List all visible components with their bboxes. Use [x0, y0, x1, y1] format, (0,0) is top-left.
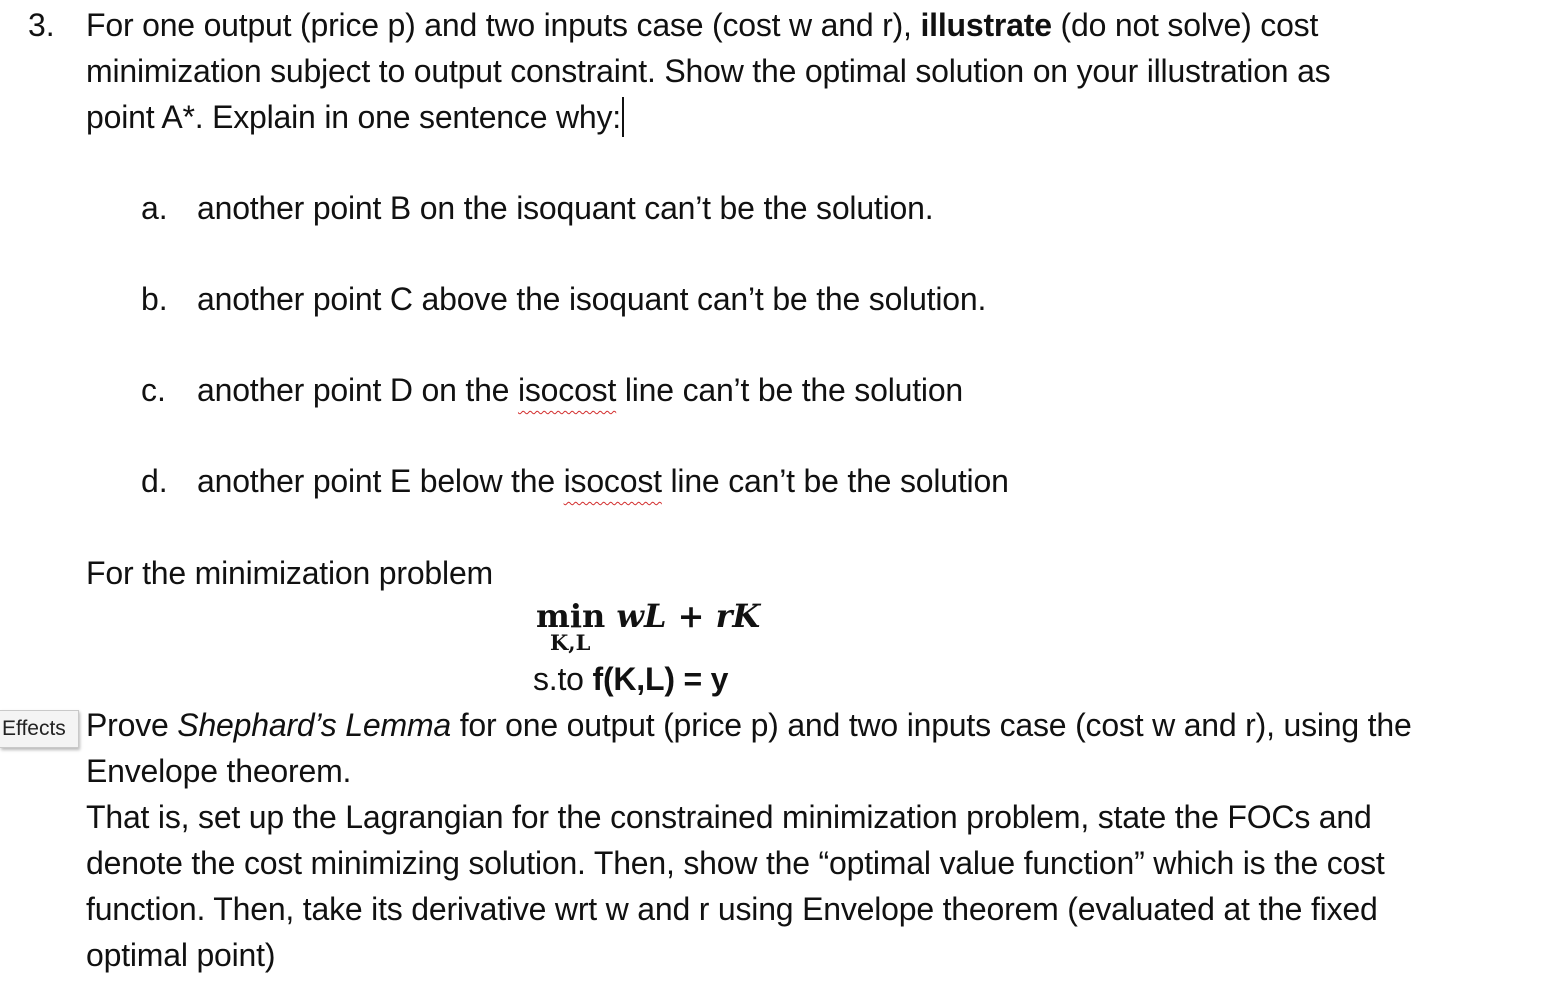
- minimization-intro: For the minimization problem: [86, 555, 493, 591]
- subitem-c-text: [197, 367, 963, 413]
- constraint-prefix: s.to: [533, 661, 593, 697]
- subitem-c-text-pre: another point D on the: [197, 372, 518, 408]
- objective-expression: wL + rK: [616, 597, 761, 635]
- constraint-expression: f(K,L) = y: [592, 661, 729, 697]
- shephard-lemma-italic: Shephard’s Lemma: [177, 707, 452, 743]
- shephard-line-5: function. Then, take its derivative wrt w and r using Envelope theorem (evaluated at the fixed: [86, 891, 1378, 927]
- question-line-1: [86, 2, 1318, 48]
- shephard-line-6: optimal point): [86, 937, 276, 973]
- objective-subscript: K,L: [550, 630, 591, 655]
- text-cursor: [622, 97, 624, 137]
- subitem-a-letter: a.: [141, 190, 168, 226]
- spellcheck-word-isocost[interactable]: isocost: [517, 372, 617, 408]
- spellcheck-word-isocost[interactable]: isocost: [563, 463, 662, 499]
- subitem-a-text: another point B on the isoquant can’t be the solution.: [197, 190, 934, 226]
- question-line-1-text-b: (do not solve) cost: [1051, 7, 1319, 43]
- subitem-d-text-post: line can’t be the solution: [661, 463, 1009, 499]
- subitem-d-letter: d.: [141, 463, 168, 499]
- shephard-line-1-text-b: for one output (price p) and two inputs case (cost w and r), using the: [451, 707, 1412, 743]
- shephard-line-4: denote the cost minimizing solution. Then, show the “optimal value function” which is the cost: [86, 845, 1385, 881]
- shephard-line-2: Envelope theorem.: [86, 753, 352, 789]
- subitem-b-text: another point C above the isoquant can’t be the solution.: [197, 281, 987, 317]
- subitem-c-letter: c.: [141, 372, 166, 408]
- subitem-d-text: [197, 458, 1009, 504]
- objective-min: min: [536, 597, 606, 635]
- constraint-line: [533, 656, 728, 702]
- shephard-line-3: That is, set up the Lagrangian for the constrained minimization problem, state the FOCs and: [86, 799, 1372, 835]
- subitem-b-letter: b.: [141, 281, 168, 317]
- question-line-2: minimization subject to output constraint. Show the optimal solution on your illustration as: [86, 53, 1331, 89]
- question-line-3: [86, 94, 624, 140]
- question-line-1-text-a: For one output (price p) and two inputs case (cost w and r),: [86, 7, 921, 43]
- subitem-d-text-pre: another point E below the: [197, 463, 564, 499]
- effects-tab[interactable]: Effects: [0, 710, 79, 748]
- shephard-line-1-text-a: Prove: [86, 707, 178, 743]
- question-line-3-text: point A*. Explain in one sentence why:: [86, 99, 621, 135]
- question-number: 3.: [28, 7, 55, 43]
- shephard-line-1: [86, 702, 1412, 748]
- question-bold-illustrate: illustrate: [920, 7, 1052, 43]
- subitem-c-text-post: line can’t be the solution: [616, 372, 964, 408]
